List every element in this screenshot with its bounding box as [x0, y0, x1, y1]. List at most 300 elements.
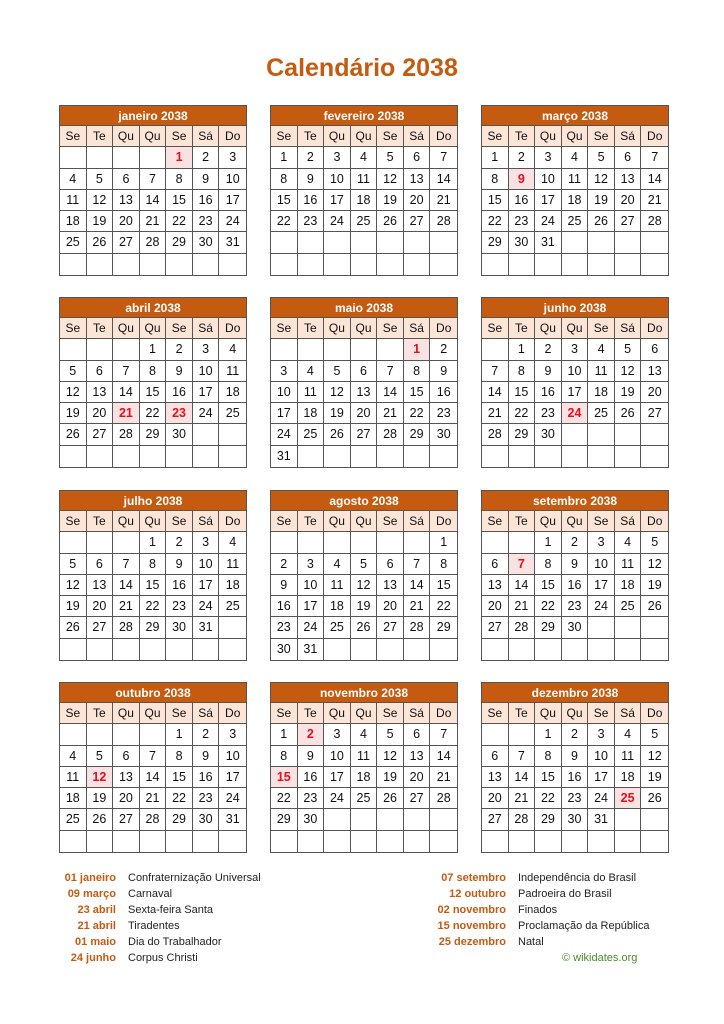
day-cell: 29: [404, 424, 431, 445]
empty-day-cell: [140, 147, 167, 168]
empty-day-cell: [298, 254, 325, 275]
day-cell: 18: [615, 575, 642, 596]
empty-day-cell: [509, 639, 536, 660]
empty-day-cell: [219, 617, 246, 638]
holiday-date: 21 abril: [77, 920, 116, 932]
holiday-day-cell: 25: [615, 788, 642, 809]
day-cell: 27: [615, 211, 642, 232]
day-cell: 16: [271, 596, 298, 617]
day-cell: 25: [615, 596, 642, 617]
day-cell: 13: [482, 575, 509, 596]
weekday-header: Do: [430, 511, 457, 532]
weekday-header: Te: [87, 318, 114, 339]
day-cell: 1: [535, 532, 562, 553]
day-cell: 4: [219, 532, 246, 553]
empty-day-cell: [60, 339, 87, 360]
weekday-header: Qu: [351, 126, 378, 147]
empty-day-cell: [140, 254, 167, 275]
day-cell: 17: [219, 190, 246, 211]
month-grid: [60, 703, 246, 852]
empty-day-cell: [60, 532, 87, 553]
weekday-header: Sá: [193, 126, 220, 147]
empty-day-cell: [351, 809, 378, 830]
day-cell: 30: [298, 809, 325, 830]
weekday-header: Qu: [140, 318, 167, 339]
empty-day-cell: [60, 831, 87, 852]
day-cell: 10: [193, 554, 220, 575]
day-cell: 7: [140, 169, 167, 190]
day-cell: 16: [166, 575, 193, 596]
weekday-header: Do: [430, 318, 457, 339]
day-cell: 17: [193, 575, 220, 596]
weekday-header: Qu: [324, 126, 351, 147]
empty-day-cell: [298, 232, 325, 253]
weekday-header: Do: [430, 126, 457, 147]
weekday-header: Sá: [404, 511, 431, 532]
empty-day-cell: [615, 424, 642, 445]
day-cell: 4: [615, 724, 642, 745]
day-cell: 27: [351, 424, 378, 445]
holiday-row: [396, 870, 649, 886]
empty-day-cell: [377, 831, 404, 852]
day-cell: 11: [60, 190, 87, 211]
day-cell: 11: [298, 382, 325, 403]
day-cell: 6: [641, 339, 668, 360]
empty-day-cell: [509, 446, 536, 467]
day-cell: 19: [641, 575, 668, 596]
day-cell: 20: [113, 211, 140, 232]
empty-day-cell: [324, 232, 351, 253]
weekday-header: Do: [641, 126, 668, 147]
empty-day-cell: [298, 831, 325, 852]
day-cell: 16: [193, 190, 220, 211]
holiday-row: [12, 902, 261, 918]
day-cell: 23: [535, 403, 562, 424]
day-cell: 18: [219, 575, 246, 596]
day-cell: 28: [482, 424, 509, 445]
day-cell: 12: [60, 382, 87, 403]
day-cell: 20: [615, 190, 642, 211]
day-cell: 19: [588, 190, 615, 211]
month-grid: [271, 511, 457, 660]
day-cell: 11: [588, 361, 615, 382]
empty-day-cell: [509, 724, 536, 745]
day-cell: 3: [562, 339, 589, 360]
holiday-day-cell: 1: [166, 147, 193, 168]
empty-day-cell: [324, 446, 351, 467]
empty-day-cell: [377, 809, 404, 830]
holiday-name: Proclamação da República: [518, 920, 650, 932]
weekday-header: Se: [166, 126, 193, 147]
empty-day-cell: [298, 339, 325, 360]
weekday-header: Qu: [535, 703, 562, 724]
footer-credit[interactable]: © wikidates.org: [562, 952, 638, 964]
weekday-header: Do: [219, 318, 246, 339]
day-cell: 28: [140, 809, 167, 830]
empty-day-cell: [140, 639, 167, 660]
day-cell: 28: [509, 617, 536, 638]
day-cell: 26: [60, 424, 87, 445]
empty-day-cell: [377, 446, 404, 467]
day-cell: 4: [60, 169, 87, 190]
holiday-name: Natal: [518, 936, 544, 948]
day-cell: 16: [166, 382, 193, 403]
weekday-header: Te: [509, 126, 536, 147]
weekday-header: Qu: [535, 511, 562, 532]
empty-day-cell: [404, 639, 431, 660]
empty-day-cell: [482, 831, 509, 852]
day-cell: 4: [351, 147, 378, 168]
day-cell: 31: [535, 232, 562, 253]
day-cell: 16: [193, 767, 220, 788]
weekday-header: Qu: [140, 703, 167, 724]
day-cell: 7: [509, 746, 536, 767]
day-cell: 11: [219, 554, 246, 575]
day-cell: 3: [271, 361, 298, 382]
day-cell: 30: [166, 424, 193, 445]
day-cell: 29: [509, 424, 536, 445]
empty-day-cell: [509, 831, 536, 852]
day-cell: 1: [430, 532, 457, 553]
weekday-header: Sá: [615, 318, 642, 339]
empty-day-cell: [166, 254, 193, 275]
holiday-row: [12, 950, 261, 966]
weekday-header: Se: [271, 511, 298, 532]
day-cell: 28: [430, 211, 457, 232]
day-cell: 22: [482, 211, 509, 232]
holiday-row: [396, 886, 649, 902]
day-cell: 17: [298, 596, 325, 617]
day-cell: 5: [60, 361, 87, 382]
weekday-header: Te: [298, 511, 325, 532]
day-cell: 27: [113, 232, 140, 253]
empty-day-cell: [219, 446, 246, 467]
day-cell: 22: [140, 403, 167, 424]
empty-day-cell: [166, 446, 193, 467]
weekday-header: Sá: [615, 511, 642, 532]
day-cell: 12: [377, 169, 404, 190]
holiday-date: 15 novembro: [437, 920, 506, 932]
day-cell: 16: [430, 382, 457, 403]
holiday-row: [396, 918, 649, 934]
empty-day-cell: [113, 639, 140, 660]
day-cell: 24: [219, 211, 246, 232]
empty-day-cell: [615, 831, 642, 852]
empty-day-cell: [482, 639, 509, 660]
day-cell: 5: [87, 169, 114, 190]
day-cell: 6: [113, 169, 140, 190]
day-cell: 27: [482, 809, 509, 830]
weekday-header: Sá: [193, 703, 220, 724]
empty-day-cell: [430, 254, 457, 275]
empty-day-cell: [377, 232, 404, 253]
holiday-day-cell: 15: [271, 767, 298, 788]
weekday-header: Sá: [615, 703, 642, 724]
weekday-header: Do: [641, 511, 668, 532]
day-cell: 18: [60, 788, 87, 809]
month-title: junho 2038: [482, 298, 668, 318]
day-cell: 12: [588, 169, 615, 190]
weekday-header: Sá: [404, 703, 431, 724]
weekday-header: Te: [298, 126, 325, 147]
day-cell: 12: [324, 382, 351, 403]
day-cell: 29: [430, 617, 457, 638]
day-cell: 12: [87, 190, 114, 211]
empty-day-cell: [351, 639, 378, 660]
empty-day-cell: [430, 639, 457, 660]
day-cell: 1: [140, 339, 167, 360]
day-cell: 5: [324, 361, 351, 382]
day-cell: 13: [87, 575, 114, 596]
day-cell: 11: [615, 746, 642, 767]
day-cell: 5: [60, 554, 87, 575]
weekday-header: Se: [271, 318, 298, 339]
day-cell: 9: [430, 361, 457, 382]
day-cell: 10: [219, 169, 246, 190]
day-cell: 14: [113, 382, 140, 403]
day-cell: 25: [562, 211, 589, 232]
empty-day-cell: [351, 532, 378, 553]
empty-day-cell: [324, 831, 351, 852]
day-cell: 5: [377, 147, 404, 168]
empty-day-cell: [482, 254, 509, 275]
day-cell: 25: [219, 403, 246, 424]
empty-day-cell: [324, 532, 351, 553]
day-cell: 14: [509, 767, 536, 788]
day-cell: 17: [588, 575, 615, 596]
day-cell: 28: [113, 424, 140, 445]
day-cell: 24: [535, 211, 562, 232]
day-cell: 15: [271, 190, 298, 211]
weekday-header: Qu: [324, 318, 351, 339]
month-calendar: [270, 490, 458, 661]
month-calendar: [59, 297, 247, 468]
day-cell: 24: [588, 596, 615, 617]
day-cell: 4: [351, 724, 378, 745]
day-cell: 21: [430, 767, 457, 788]
day-cell: 28: [404, 617, 431, 638]
weekday-header: Qu: [324, 511, 351, 532]
day-cell: 22: [271, 211, 298, 232]
month-grid: [271, 703, 457, 852]
day-cell: 24: [271, 424, 298, 445]
holiday-name: Independência do Brasil: [518, 872, 637, 884]
day-cell: 8: [166, 169, 193, 190]
month-calendar: [59, 105, 247, 276]
day-cell: 17: [324, 767, 351, 788]
month-grid: [271, 126, 457, 275]
day-cell: 27: [404, 211, 431, 232]
day-cell: 31: [271, 446, 298, 467]
day-cell: 13: [615, 169, 642, 190]
day-cell: 9: [298, 169, 325, 190]
day-cell: 21: [404, 596, 431, 617]
day-cell: 9: [298, 746, 325, 767]
day-cell: 23: [298, 788, 325, 809]
day-cell: 19: [324, 403, 351, 424]
empty-day-cell: [377, 639, 404, 660]
day-cell: 3: [219, 147, 246, 168]
month-grid: [482, 318, 668, 467]
day-cell: 18: [351, 190, 378, 211]
weekday-header: Se: [482, 318, 509, 339]
day-cell: 9: [271, 575, 298, 596]
day-cell: 14: [482, 382, 509, 403]
empty-day-cell: [482, 724, 509, 745]
day-cell: 9: [535, 361, 562, 382]
empty-day-cell: [60, 446, 87, 467]
empty-day-cell: [404, 809, 431, 830]
day-cell: 24: [193, 403, 220, 424]
weekday-header: Se: [588, 126, 615, 147]
empty-day-cell: [351, 232, 378, 253]
weekday-header: Sá: [193, 511, 220, 532]
day-cell: 4: [298, 361, 325, 382]
weekday-header: Do: [641, 703, 668, 724]
holiday-day-cell: 7: [509, 554, 536, 575]
day-cell: 8: [430, 554, 457, 575]
empty-day-cell: [562, 831, 589, 852]
day-cell: 30: [271, 639, 298, 660]
holiday-day-cell: 2: [298, 724, 325, 745]
day-cell: 7: [430, 724, 457, 745]
weekday-header: Se: [271, 703, 298, 724]
day-cell: 19: [60, 596, 87, 617]
day-cell: 22: [535, 788, 562, 809]
day-cell: 3: [324, 724, 351, 745]
day-cell: 9: [562, 746, 589, 767]
day-cell: 15: [482, 190, 509, 211]
day-cell: 18: [60, 211, 87, 232]
day-cell: 13: [404, 746, 431, 767]
day-cell: 29: [140, 424, 167, 445]
weekday-header: Se: [482, 511, 509, 532]
empty-day-cell: [219, 424, 246, 445]
day-cell: 27: [87, 617, 114, 638]
day-cell: 6: [351, 361, 378, 382]
day-cell: 30: [535, 424, 562, 445]
day-cell: 19: [377, 767, 404, 788]
day-cell: 2: [298, 147, 325, 168]
empty-day-cell: [87, 831, 114, 852]
month-calendar: [270, 297, 458, 468]
day-cell: 1: [482, 147, 509, 168]
day-cell: 21: [113, 596, 140, 617]
day-cell: 3: [588, 724, 615, 745]
day-cell: 21: [482, 403, 509, 424]
day-cell: 21: [509, 788, 536, 809]
weekday-header: Qu: [351, 703, 378, 724]
day-cell: 28: [430, 788, 457, 809]
empty-day-cell: [377, 339, 404, 360]
day-cell: 19: [87, 788, 114, 809]
day-cell: 8: [404, 361, 431, 382]
holiday-day-cell: 12: [87, 767, 114, 788]
day-cell: 11: [615, 554, 642, 575]
day-cell: 13: [87, 382, 114, 403]
day-cell: 15: [535, 767, 562, 788]
day-cell: 14: [113, 575, 140, 596]
empty-day-cell: [351, 831, 378, 852]
day-cell: 15: [140, 575, 167, 596]
day-cell: 22: [430, 596, 457, 617]
day-cell: 9: [193, 746, 220, 767]
day-cell: 23: [166, 596, 193, 617]
weekday-header: Sá: [193, 318, 220, 339]
day-cell: 20: [113, 788, 140, 809]
weekday-header: Te: [87, 703, 114, 724]
empty-day-cell: [615, 617, 642, 638]
day-cell: 13: [482, 767, 509, 788]
day-cell: 28: [641, 211, 668, 232]
holiday-day-cell: 1: [404, 339, 431, 360]
weekday-header: Te: [87, 511, 114, 532]
month-title: setembro 2038: [482, 491, 668, 511]
day-cell: 14: [140, 190, 167, 211]
holiday-date: 09 março: [67, 888, 116, 900]
weekday-header: Do: [430, 703, 457, 724]
holiday-row: [396, 902, 649, 918]
day-cell: 12: [351, 575, 378, 596]
empty-day-cell: [87, 532, 114, 553]
empty-day-cell: [641, 809, 668, 830]
empty-day-cell: [324, 254, 351, 275]
weekday-header: Qu: [324, 703, 351, 724]
day-cell: 17: [219, 767, 246, 788]
empty-day-cell: [140, 831, 167, 852]
empty-day-cell: [87, 339, 114, 360]
empty-day-cell: [113, 724, 140, 745]
day-cell: 26: [324, 424, 351, 445]
day-cell: 26: [377, 788, 404, 809]
empty-day-cell: [113, 339, 140, 360]
empty-day-cell: [87, 639, 114, 660]
day-cell: 4: [615, 532, 642, 553]
day-cell: 27: [377, 617, 404, 638]
day-cell: 15: [166, 767, 193, 788]
day-cell: 2: [535, 339, 562, 360]
empty-day-cell: [535, 831, 562, 852]
empty-day-cell: [404, 232, 431, 253]
day-cell: 14: [430, 746, 457, 767]
day-cell: 23: [562, 596, 589, 617]
weekday-header: Se: [60, 126, 87, 147]
day-cell: 25: [219, 596, 246, 617]
day-cell: 25: [351, 211, 378, 232]
empty-day-cell: [588, 232, 615, 253]
empty-day-cell: [482, 532, 509, 553]
month-title: fevereiro 2038: [271, 106, 457, 126]
day-cell: 18: [615, 767, 642, 788]
empty-day-cell: [219, 254, 246, 275]
day-cell: 20: [404, 190, 431, 211]
day-cell: 19: [60, 403, 87, 424]
day-cell: 7: [113, 554, 140, 575]
day-cell: 14: [509, 575, 536, 596]
day-cell: 1: [509, 339, 536, 360]
day-cell: 10: [562, 361, 589, 382]
empty-day-cell: [615, 232, 642, 253]
day-cell: 4: [60, 746, 87, 767]
month-title: abril 2038: [60, 298, 246, 318]
empty-day-cell: [562, 424, 589, 445]
day-cell: 24: [193, 596, 220, 617]
day-cell: 14: [404, 575, 431, 596]
day-cell: 5: [377, 724, 404, 745]
weekday-header: Qu: [562, 126, 589, 147]
holiday-name: Confraternização Universal: [128, 872, 261, 884]
holiday-row: [12, 886, 261, 902]
